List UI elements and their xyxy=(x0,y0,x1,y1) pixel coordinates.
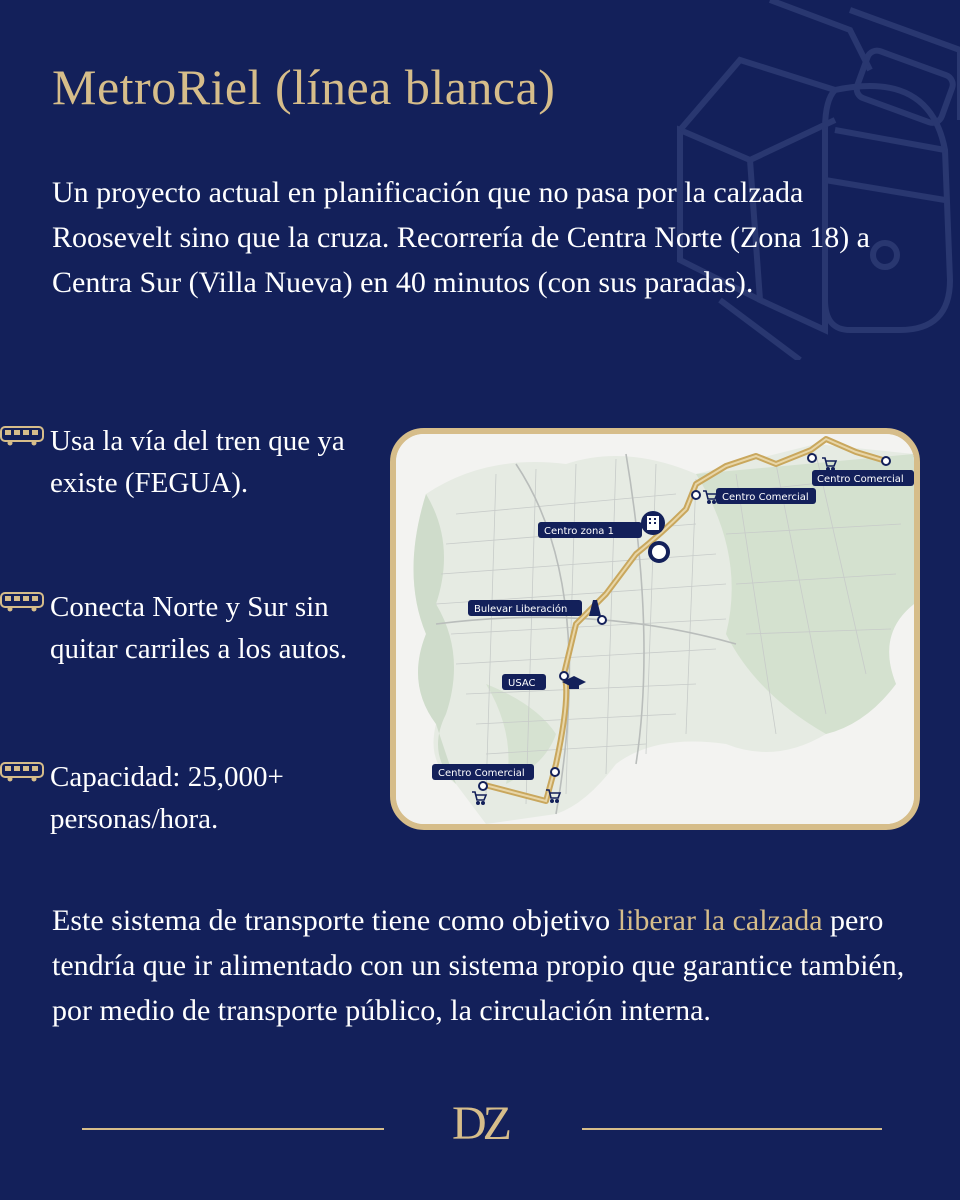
bullet-item-2 xyxy=(0,586,370,670)
svg-text:Centro Comercial: Centro Comercial xyxy=(817,474,904,485)
route-map xyxy=(390,428,920,830)
map-label-cc-top-right xyxy=(812,470,914,486)
closing-text-end: pero tendría que ir alimentado con un sistema propio que garantice también, por medio de transporte público, la circulación interna. xyxy=(52,904,905,1027)
page-title: MetroRiel (línea blanca) xyxy=(52,59,556,115)
bullet-text: Conecta Norte y Sur sin quitar carriles a los autos. xyxy=(50,591,348,665)
footer-divider-left xyxy=(82,1128,384,1130)
closing-paragraph xyxy=(52,898,912,1033)
route-map-svg xyxy=(396,434,914,824)
map-label-centro-zona1 xyxy=(538,522,642,538)
map-label-bulevar xyxy=(468,600,582,616)
map-label-cc-upper xyxy=(716,488,816,504)
train-icon xyxy=(0,762,44,782)
bullet-item-3 xyxy=(0,756,370,840)
footer-divider-right xyxy=(582,1128,882,1130)
building-icon xyxy=(641,511,665,535)
closing-text-start: Este sistema de transporte tiene como objetivo xyxy=(52,904,618,937)
svg-text:Centro Comercial: Centro Comercial xyxy=(438,768,525,779)
bullet-item-1 xyxy=(0,420,370,504)
svg-text:USAC: USAC xyxy=(508,678,536,689)
dz-logo: DZ xyxy=(452,1097,508,1150)
map-label-cc-bottom xyxy=(432,764,534,780)
svg-text:Bulevar Liberación: Bulevar Liberación xyxy=(474,604,568,615)
closing-highlight: liberar la calzada xyxy=(617,904,823,937)
train-icon xyxy=(0,426,44,446)
bullet-text: Usa la vía del tren que ya existe (FEGUA). xyxy=(50,425,345,499)
bullet-text: Capacidad: 25,000+ personas/hora. xyxy=(50,761,284,835)
intro-paragraph: Un proyecto actual en planificación que no pasa por la calzada Roosevelt sino que la cruza. Recorrería de Centra Norte (Zona 18) a Centra Sur (Villa Nueva) en 40 minutos (con sus paradas). xyxy=(52,176,870,299)
map-label-usac xyxy=(502,674,546,690)
svg-text:Centro zona 1: Centro zona 1 xyxy=(544,526,614,537)
svg-text:Centro Comercial: Centro Comercial xyxy=(722,492,809,503)
train-icon xyxy=(0,592,44,612)
